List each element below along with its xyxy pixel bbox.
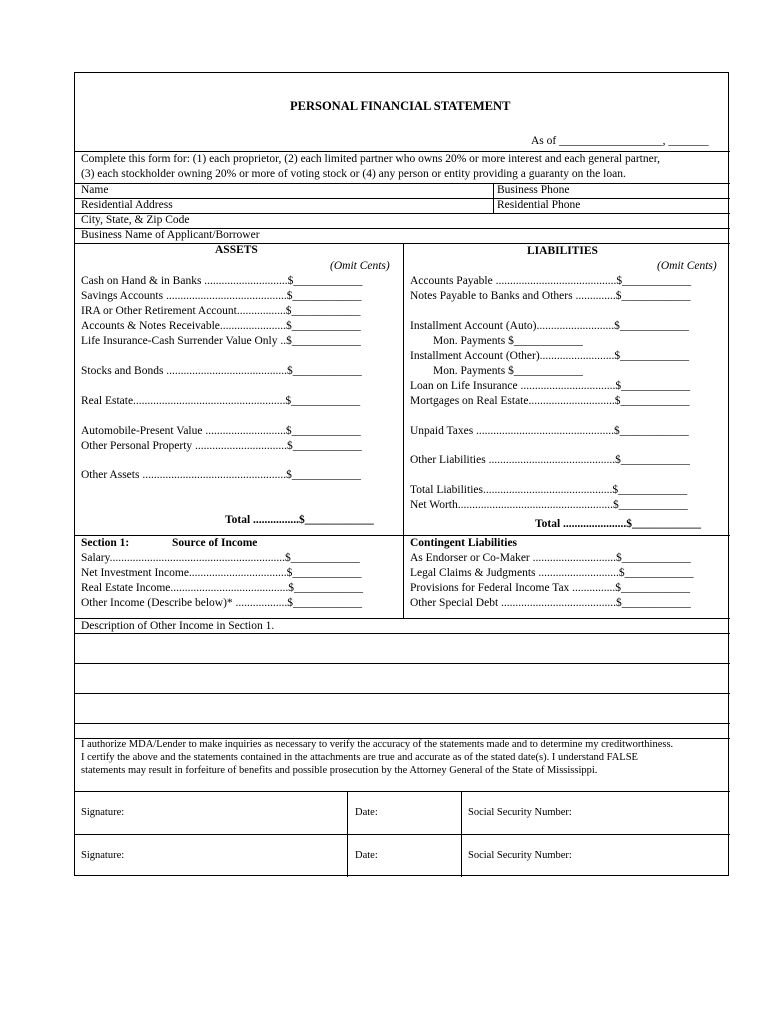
date-field-1[interactable]: Date:	[355, 807, 378, 818]
ssn-field-2[interactable]: Social Security Number:	[468, 850, 572, 861]
asset-notes-receivable[interactable]: Accounts & Notes Receivable.......................$____________	[81, 320, 361, 332]
asset-life-insurance[interactable]: Life Insurance-Cash Surrender Value Only ..$____________	[81, 335, 361, 347]
date-field-2[interactable]: Date:	[355, 850, 378, 861]
signature-field-2[interactable]: Signature:	[81, 850, 125, 861]
name-field[interactable]: Name	[81, 184, 109, 196]
assets-omit-cents: (Omit Cents)	[330, 260, 390, 272]
as-of-field[interactable]: As of __________________, _______	[531, 135, 709, 147]
section1-heading: Source of Income	[172, 537, 258, 549]
residential-phone-field[interactable]: Residential Phone	[497, 199, 581, 211]
description-line-1[interactable]	[75, 634, 730, 663]
authorization-line-2: I certify the above and the statements contained in the attachments are true and accurate as of the stated date(s). I understand FALSE	[81, 752, 638, 763]
liabilities-heading: LIABILITIES	[527, 245, 598, 257]
income-other[interactable]: Other Income (Describe below)* ..................$____________	[81, 597, 363, 609]
liability-installment-other[interactable]: Installment Account (Other)..........................$____________	[410, 350, 690, 362]
assets-heading: ASSETS	[215, 244, 258, 256]
description-line-3[interactable]	[75, 694, 730, 723]
liability-mortgages[interactable]: Mortgages on Real Estate..............................$____________	[410, 395, 690, 407]
liabilities-omit-cents: (Omit Cents)	[657, 260, 717, 272]
instructions-line-1: Complete this form for: (1) each proprietor, (2) each limited partner who owns 20% or more interest and each general partner,	[81, 153, 660, 165]
section1-label: Section 1:	[81, 537, 130, 549]
liability-accounts-payable[interactable]: Accounts Payable ..........................................$____________	[410, 275, 692, 287]
asset-cash[interactable]: Cash on Hand & in Banks .............................$____________	[81, 275, 363, 287]
assets-total[interactable]: Total ................$____________	[225, 514, 374, 526]
asset-automobile[interactable]: Automobile-Present Value ............................$____________	[81, 425, 361, 437]
authorization-line-3: statements may result in forfeiture of benefits and possible prosecution by the Attorney General of the State of Mississippi.	[81, 765, 598, 776]
contingent-federal-tax[interactable]: Provisions for Federal Income Tax ...............$____________	[410, 582, 691, 594]
asset-real-estate[interactable]: Real Estate.....................................................$____________	[81, 395, 361, 407]
liability-mon-payments-auto[interactable]: Mon. Payments $____________	[433, 335, 583, 347]
asset-personal-property[interactable]: Other Personal Property ................................$____________	[81, 440, 362, 452]
description-label: Description of Other Income in Section 1.	[81, 620, 275, 632]
residential-address-field[interactable]: Residential Address	[81, 199, 173, 211]
income-salary[interactable]: Salary.............................................................$____________	[81, 552, 360, 564]
contingent-heading: Contingent Liabilities	[410, 537, 518, 549]
asset-savings[interactable]: Savings Accounts ..........................................$____________	[81, 290, 362, 302]
liability-installment-auto[interactable]: Installment Account (Auto)...........................$____________	[410, 320, 689, 332]
liabilities-total[interactable]: Total ......................$____________	[535, 518, 702, 530]
description-line-2[interactable]	[75, 664, 730, 693]
ssn-field-1[interactable]: Social Security Number:	[468, 807, 572, 818]
asset-other[interactable]: Other Assets ..................................................$____________	[81, 469, 361, 481]
liability-loan-life-insurance[interactable]: Loan on Life Insurance .................................$____________	[410, 380, 691, 392]
asset-stocks[interactable]: Stocks and Bonds ..........................................$____________	[81, 365, 362, 377]
business-phone-field[interactable]: Business Phone	[497, 184, 570, 196]
income-net-investment[interactable]: Net Investment Income..................................$____________	[81, 567, 362, 579]
authorization-line-1: I authorize MDA/Lender to make inquiries as necessary to verify the accuracy of the statements made and to determine my creditworthiness.	[81, 739, 674, 750]
contingent-other-debt[interactable]: Other Special Debt ........................................$____________	[410, 597, 691, 609]
business-name-field[interactable]: Business Name of Applicant/Borrower	[81, 229, 260, 241]
instructions-line-2: (3) each stockholder owning 20% or more of voting stock or (4) any person or entity providing a guaranty on the loan.	[81, 168, 626, 180]
liability-notes-payable[interactable]: Notes Payable to Banks and Others ..............$____________	[410, 290, 691, 302]
city-state-zip-field[interactable]: City, State, & Zip Code	[81, 214, 190, 226]
liability-total-liabilities[interactable]: Total Liabilities.............................................$____________	[410, 484, 688, 496]
signature-field-1[interactable]: Signature:	[81, 807, 125, 818]
liability-unpaid-taxes[interactable]: Unpaid Taxes ................................................$____________	[410, 425, 689, 437]
liability-other[interactable]: Other Liabilities ............................................$____________	[410, 454, 690, 466]
financial-statement-form	[74, 72, 729, 876]
liability-net-worth[interactable]: Net Worth......................................................$____________	[410, 499, 688, 511]
liability-mon-payments-other[interactable]: Mon. Payments $____________	[433, 365, 583, 377]
contingent-endorser[interactable]: As Endorser or Co-Maker .............................$____________	[410, 552, 691, 564]
income-real-estate[interactable]: Real Estate Income.........................................$____________	[81, 582, 364, 594]
contingent-legal-claims[interactable]: Legal Claims & Judgments ............................$____________	[410, 567, 694, 579]
asset-ira[interactable]: IRA or Other Retirement Account.................$____________	[81, 305, 361, 317]
form-title: PERSONAL FINANCIAL STATEMENT	[290, 99, 511, 113]
